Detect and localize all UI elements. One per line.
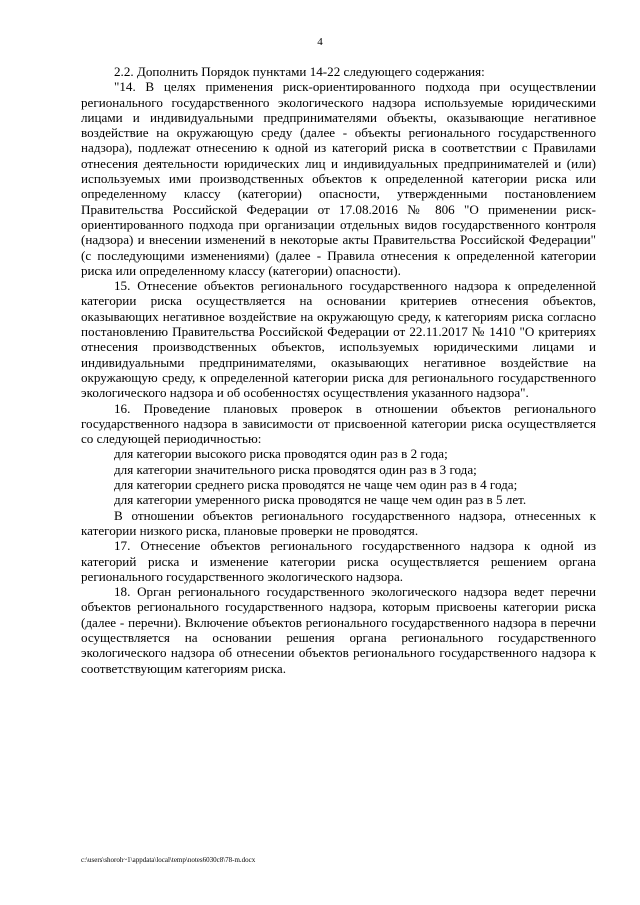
list-item-moderate-risk: для категории умеренного риска проводятся не чаще чем один раз в 5 лет. [114, 492, 527, 508]
paragraph-intro: 2.2. Дополнить Порядок пунктами 14-22 следующего содержания: [114, 64, 485, 79]
paragraph-14: "14. В целях применения риск-ориентированного подхода при осуществлении регионального государственного экологического надзора используемые юридическими лицами и индивидуальными предпринимателями объекты, оказывающие негативное воздействие на окружающую среду (далее - объекты регионального государственного надзора), подлежат отнесению к одной из категорий риска в соответствии с Правилами отнесения деятельности юридических лиц и индивидуальных предпринимателей и (или) используемых ими производственных объектов к определенной категории риска или определенному классу (категории) опасности, утвержденными постановлением Правительства Российской Федерации от 17.08.2016 № 806 "О применении риск-ориентированного подхода при организации отдельных видов государственного контроля (надзора) и внесении изменений в некоторые акты Правительства Российской Федерации" (с последующими изменениями) (далее - Правила отнесения к определенной категории риска или определенному классу (категории) опасности). [81, 79, 596, 278]
document-body [81, 64, 596, 676]
list-item-medium-risk: для категории среднего риска проводятся не чаще чем один раз в 4 года; [114, 477, 518, 493]
footer-file-path: c:\users\shoroh~1\appdata\local\temp\notes6030c8\78-m.docx [81, 856, 256, 864]
paragraph-low-risk: В отношении объектов регионального государственного надзора, отнесенных к категории низкого риска, плановые проверки не проводятся. [81, 507, 596, 538]
paragraph-17: 17. Отнесение объектов регионального государственного надзора к одной из категорий риска и изменение категории риска осуществляется решением органа регионального государственного экологического надзора. [81, 538, 596, 584]
page-number: 4 [317, 36, 323, 48]
paragraph-16: 16. Проведение плановых проверок в отношении объектов регионального государственного надзора в зависимости от присвоенной категории риска осуществляется со следующей периодичностью: [81, 400, 596, 447]
paragraph-18: 18. Орган регионального государственного экологического надзора ведет перечни объектов регионального государственного надзора, которым присвоены категории риска (далее - перечни). Включение объектов регионального государственного надзора в перечни осуществляется на основании решения органа регионального государственного экологического надзора об отнесении объектов регионального государственного надзора к соответствующим категориям риска. [81, 584, 596, 676]
list-item-significant-risk: для категории значительного риска проводятся один раз в 3 года; [114, 461, 477, 477]
list-item-high-risk: для категории высокого риска проводятся один раз в 2 года; [114, 446, 448, 462]
paragraph-15: 15. Отнесение объектов регионального государственного надзора к определенной категории риска осуществляется на основании критериев отнесения объектов, оказывающих негативное воздействие на окружающую среду, к категориям риска согласно постановлению Правительства Российской Федерации от 22.11.2017 № 1410 "О критериях отнесения производственных объектов, используемых юридическими лицами и индивидуальными предпринимателями, оказывающих негативное воздействие на окружающую среду, к определенной категории риска для регионального государственного экологического надзора и об особенностях осуществления указанного надзора". [81, 278, 596, 401]
